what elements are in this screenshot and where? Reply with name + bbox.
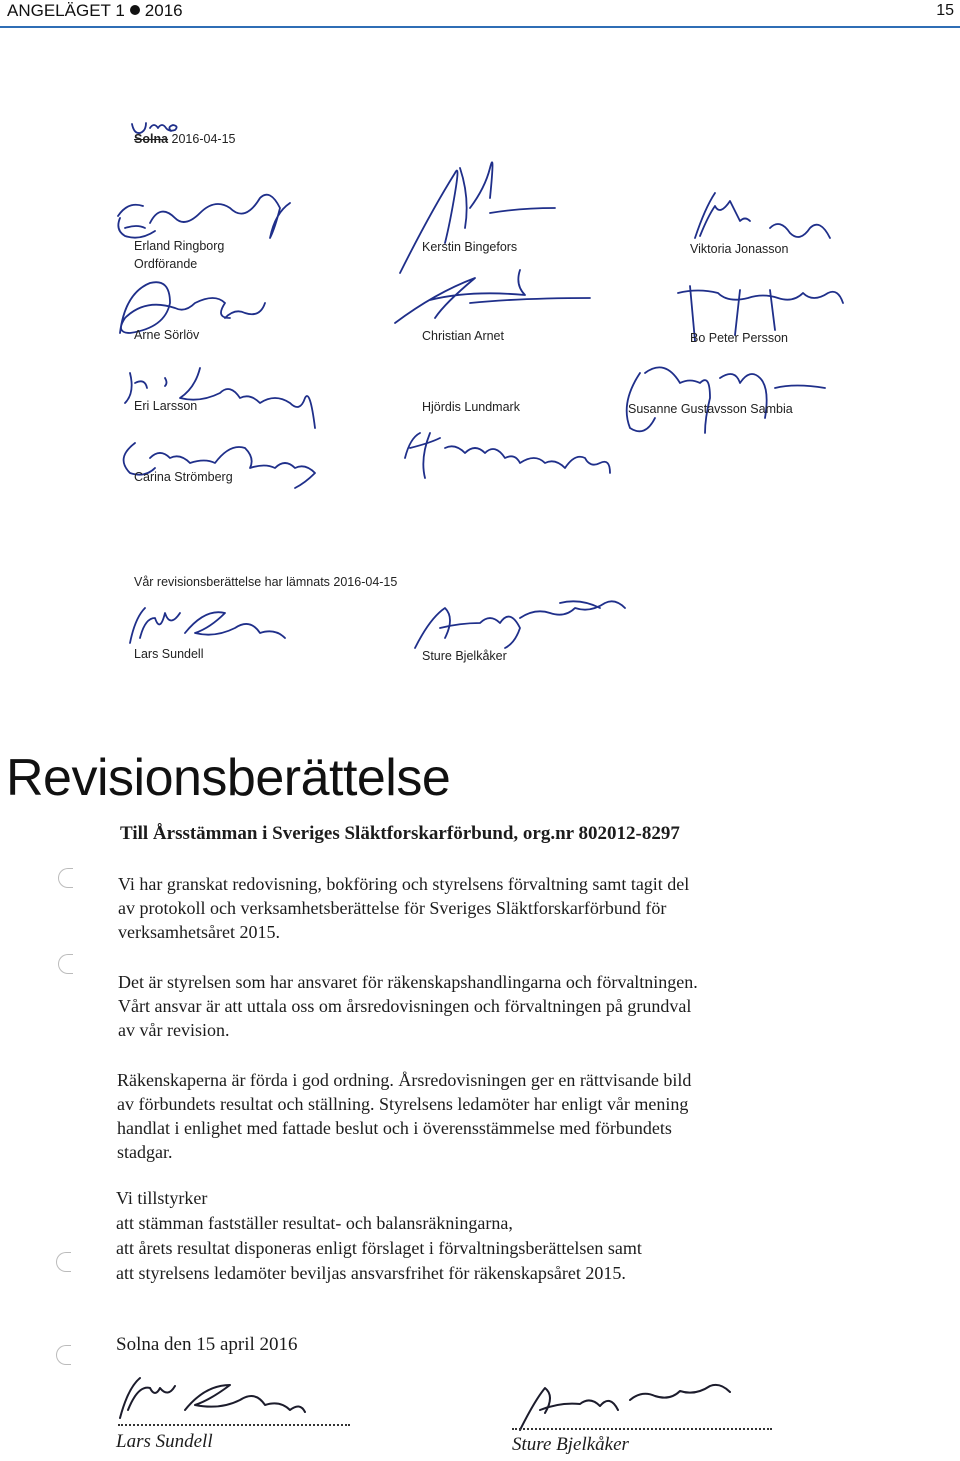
header-publication [7,1,183,21]
letter-addressee: Till Årsstämman i Sveriges Släktforskarförbund, org.nr 802012-8297 [120,823,680,844]
signatory-name: Kerstin Bingefors [422,240,518,254]
signatory-name: Bo Peter Persson [690,331,788,345]
paragraph-line: Vi har granskat redovisning, bokföring och styrelsens förvaltning samt tagit del [118,874,690,894]
struck-place: Solna [134,132,169,146]
bullet-dot-icon [130,5,140,15]
signature-scan [0,28,960,708]
letter-signatures [0,810,960,1461]
paragraph-line: Räkenskaperna är förda i god ordning. Årsredovisningen ger en rättvisande bild [117,1070,692,1090]
page-title: Revisionsberättelse [6,749,451,807]
paragraph-line: Vårt ansvar är att uttala oss om årsredovisningen och förvaltningen på grundval [118,996,692,1016]
paragraph-line: Det är styrelsen som har ansvaret för räkenskapshandlingarna och förvaltningen. [118,972,698,992]
signatory-name: Viktoria Jonasson [690,242,789,256]
signer-name: Sture Bjelkåker [512,1434,629,1455]
date-strikethrough-place [134,132,235,146]
audit-letter-scan [0,810,960,1461]
signature-line [118,1424,350,1426]
auditors-note: Vår revisionsberättelse har lämnats 2016-04-15 [134,575,398,589]
paragraph-line: verksamhetsåret 2015. [118,922,280,942]
signer-name: Lars Sundell [116,1431,213,1452]
auditor-name: Sture Bjelkåker [422,649,507,663]
recommendation-line: att styrelsens ledamöter beviljas ansvarsfrihet för räkenskapsåret 2015. [116,1263,626,1283]
signatory-name: Erland Ringborg [134,239,225,253]
publication-label: ANGELÄGET 1 [7,1,125,20]
page-header [0,0,960,28]
recommendation-line: att stämman fastställer resultat- och balansräkningarna, [116,1213,513,1233]
signatory-role: Ordförande [134,257,198,271]
publication-year: 2016 [144,1,183,20]
signatory-name: Christian Arnet [422,329,504,343]
signatory-name: Eri Larsson [134,399,198,413]
recommendation-line: att årets resultat disponeras enligt förslaget i förvaltningsberättelsen samt [116,1238,642,1258]
paragraph-line: handlat i enlighet med fattade beslut och i överensstämmelse med förbundets [117,1118,672,1138]
auditor-name: Lars Sundell [134,647,204,661]
paragraph-line: av vår revision. [118,1020,230,1040]
signature-date: 2016-04-15 [171,132,236,146]
place-date: Solna den 15 april 2016 [116,1334,298,1355]
paragraph-line: stadgar. [117,1142,173,1162]
signatory-name: Susanne Gustavsson Sambia [628,402,793,416]
signatory-name: Carina Strömberg [134,470,233,484]
signatory-name: Hjördis Lundmark [422,400,520,414]
paragraph-line: av protokoll och verksamhetsberättelse för Sveriges Släktforskarförbund för [118,898,667,918]
signatory-name: Arne Sörlöv [134,328,200,342]
page-number: 15 [936,2,954,19]
paragraph-line: av förbundets resultat och ställning. Styrelsens ledamöter har enligt vår mening [117,1094,689,1114]
signature-line [512,1428,772,1430]
recommendation-line: Vi tillstyrker [116,1188,208,1208]
